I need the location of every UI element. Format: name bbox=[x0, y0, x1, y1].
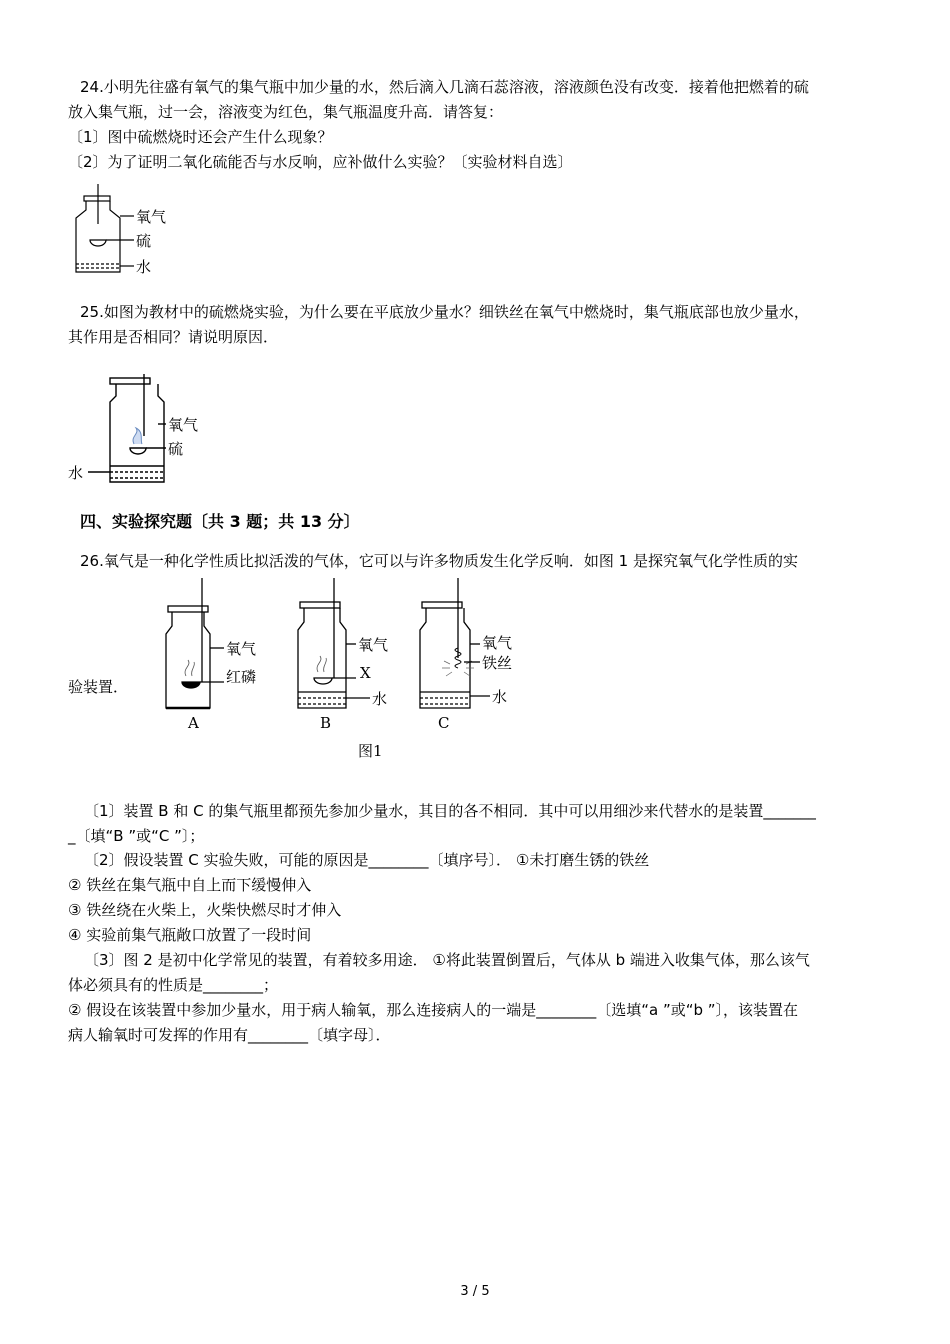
fig-c-label-oxygen: 氧气 bbox=[482, 634, 513, 652]
q25-line-2: 其作用是否相同？请说明原因． bbox=[68, 328, 279, 346]
fig-a-label-oxygen: 氧气 bbox=[226, 640, 257, 658]
q25-label-sulfur: 硫 bbox=[168, 440, 184, 458]
q26-option-2: ② 铁丝在集气瓶中自上而下缓慢伸入 bbox=[68, 876, 312, 894]
section-4-heading: 四、实验探究题〔共 3 题；共 13 分〕 bbox=[80, 512, 360, 531]
q26-part-3-line-3: ② 假设在该装置中参加少量水，用于病人输氧，那么连接病人的一端是________〔选填“a ”或“b ”〕，该装置在 bbox=[68, 1001, 799, 1019]
fig-letter-b: B bbox=[320, 714, 332, 732]
q26-option-3: ③ 铁丝绕在火柴上，火柴快燃尽时才伸入 bbox=[68, 901, 342, 919]
q26-part-1-line-2: _〔填“B ”或“C ”〕； bbox=[68, 827, 205, 845]
q25-label-water: 水 bbox=[68, 464, 84, 482]
q26-part-3-line-1: 〔3〕图 2 是初中化学常见的装置，有着较多用途． ①将此装置倒置后，气体从 b 端进入收集气体，那么该气 bbox=[84, 951, 810, 969]
q24-line-1: 24.小明先往盛有氧气的集气瓶中加少量的水，然后滴入几滴石蕊溶液，溶液颜色没有改变．接着他把燃着的硫 bbox=[80, 78, 809, 96]
q26-option-4: ④ 实验前集气瓶敞口放置了一段时间 bbox=[68, 926, 312, 944]
q24-subquestion-2: 〔2〕为了证明二氧化硫能否与水反响，应补做什么实验？〔实验材料自选〕 bbox=[68, 153, 573, 171]
fig-letter-c: C bbox=[438, 714, 450, 732]
fig-c-label-iron-wire: 铁丝 bbox=[482, 654, 513, 672]
q24-subquestion-1: 〔1〕图中硫燃烧时还会产生什么现象？ bbox=[68, 128, 333, 146]
page-number: 3 / 5 bbox=[460, 1284, 490, 1299]
q26-part-3-line-2: 体必须具有的性质是________； bbox=[68, 976, 279, 994]
q26-line-2: 验装置． bbox=[68, 678, 129, 696]
q26-part-1-line-1: 〔1〕装置 B 和 C 的集气瓶里都预先参加少量水，其目的各不相同．其中可以用细沙来代替水的是装置_______ bbox=[84, 802, 816, 820]
q25-line-1: 25.如图为教材中的硫燃烧实验，为什么要在平底放少量水？细铁丝在氧气中燃烧时，集气瓶底部也放少量水， bbox=[80, 303, 809, 321]
q24-line-2: 放入集气瓶，过一会，溶液变为红色，集气瓶温度升高．请答复： bbox=[68, 103, 504, 121]
apparatus-a bbox=[166, 578, 224, 708]
apparatus-c bbox=[420, 578, 490, 708]
q26-part-2: 〔2〕假设装置 C 实验失败，可能的原因是________〔填序号〕． ①未打磨生锈的铁丝 bbox=[84, 851, 650, 869]
q24-label-sulfur: 硫 bbox=[136, 232, 152, 250]
fig-b-label-x: X bbox=[360, 664, 371, 682]
fig-a-label-red-phosphorus: 红磷 bbox=[226, 668, 257, 686]
q24-label-oxygen: 氧气 bbox=[136, 208, 167, 226]
figure-1-caption: 图1 bbox=[358, 742, 383, 760]
q26-figure-1 bbox=[160, 578, 540, 768]
q25-label-oxygen: 氧气 bbox=[168, 416, 199, 434]
fig-c-label-water: 水 bbox=[492, 688, 508, 706]
q24-label-water: 水 bbox=[136, 258, 152, 276]
q25-sulfur-bottle-figure bbox=[66, 372, 226, 490]
q26-part-3-line-4: 病人输氧时可发挥的作用有________〔填字母〕． bbox=[68, 1026, 391, 1044]
fig-letter-a: A bbox=[188, 714, 199, 732]
fig-b-label-oxygen: 氧气 bbox=[358, 636, 389, 654]
fig-b-label-water: 水 bbox=[372, 690, 388, 708]
q26-line-1: 26.氧气是一种化学性质比拟活泼的气体，它可以与许多物质发生化学反响．如图 1 是探究氧气化学性质的实 bbox=[80, 552, 798, 570]
q24-sulfur-bottle-figure bbox=[70, 180, 190, 280]
